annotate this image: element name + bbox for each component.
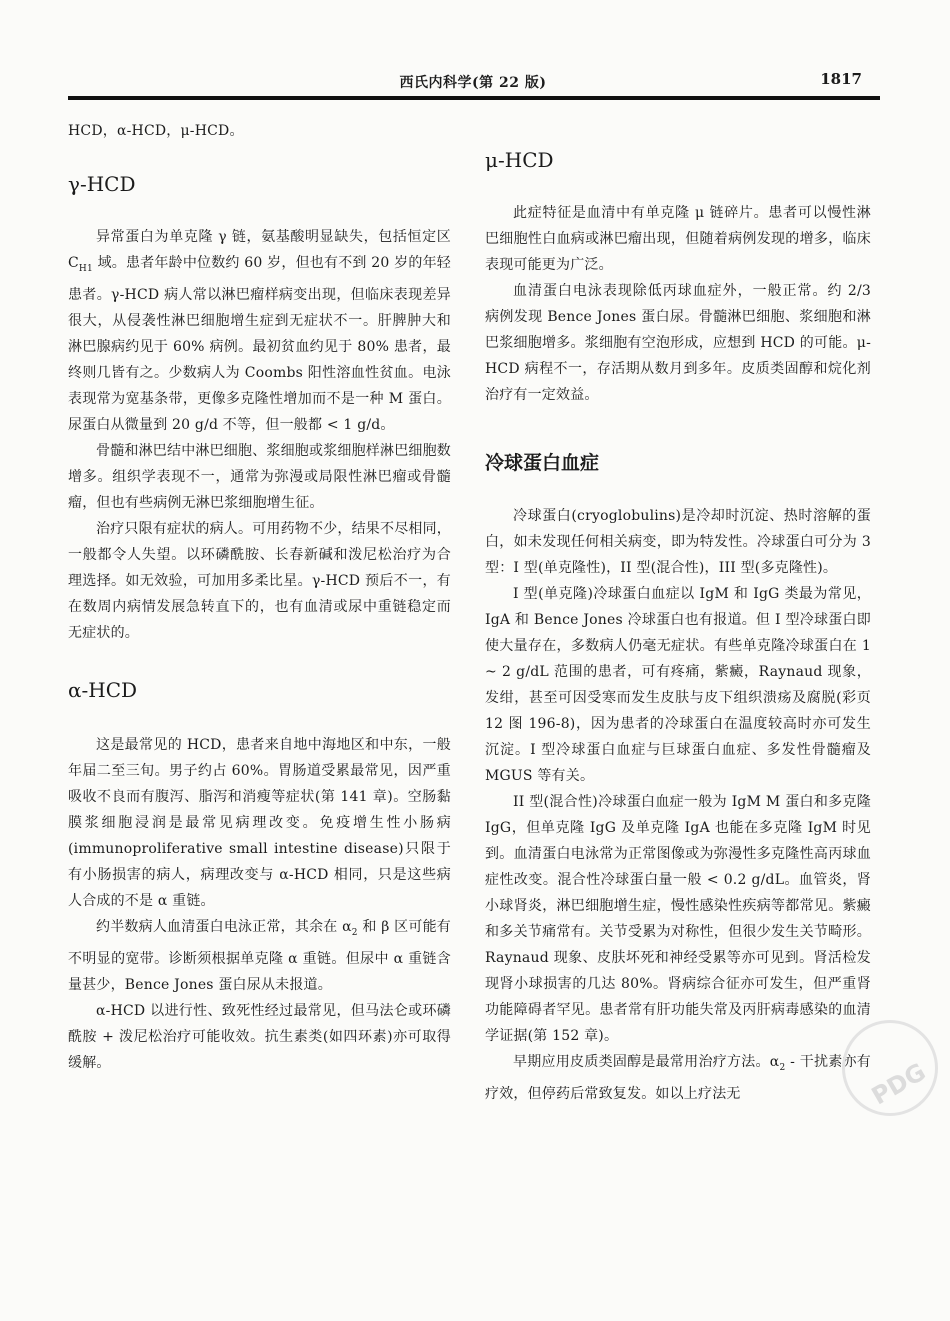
cryo-paragraph-1: 冷球蛋白(cryoglobulins)是冷却时沉淀、热时溶解的蛋白，如未发现任何相关病变，即为特发性。冷球蛋白可分为 3 型：I 型(单克隆性)，II 型(混合性)，III 型(多克隆性)。	[485, 508, 871, 576]
watermark	[832, 1010, 942, 1120]
header-rule	[68, 96, 880, 100]
subscript-h1: H1	[78, 263, 93, 274]
continuation-text: HCD，α-HCD，μ-HCD。	[68, 123, 244, 139]
running-header	[68, 72, 878, 94]
subscript-alpha-2: 2	[779, 1062, 786, 1073]
cryo-paragraph-2: I 型(单克隆)冷球蛋白血症以 IgM 和 IgG 类最为常见，IgA 和 Bence Jones 冷球蛋白也有报道。但 I 型冷球蛋白即使大量存在，多数病人仍毫无症状。有些单克隆冷球蛋白在 1 ~ 2 g/dL 范围的患者，可有疼痛，紫癜，Raynaud 现象，发绀，甚至可因受寒而发生皮肤与皮下组织溃疡及腐脱(彩页 12 图 196-8)，因为患者的冷球蛋白在温度较高时亦可发生沉淀。I 型冷球蛋白血症与巨球蛋白血症、多发性骨髓瘤及 MGUS 等有关。	[485, 586, 871, 784]
alpha-paragraph-3: α-HCD 以进行性、致死性经过最常见，但马法仑或环磷酰胺 + 泼尼松治疗可能收效。抗生素类(如四环素)亦可取得缓解。	[68, 1002, 451, 1071]
right-column	[485, 150, 871, 1107]
mu-paragraph-2: 血清蛋白电泳表现除低丙球血症外，一般正常。约 2/3 病例发现 Bence Jones 蛋白尿。骨髓淋巴细胞、浆细胞和淋巴浆细胞增多。浆细胞有空泡形成，应想到 HCD 的可能。μ-HCD 病程不一，存活期从数月到多年。皮质类固醇和烷化剂治疗有一定效益。	[485, 283, 871, 403]
section-heading-alpha-hcd: α-HCD	[68, 677, 138, 702]
left-column	[68, 118, 451, 1076]
cryo-paragraph-4: 早期应用皮质类固醇是最常用治疗方法。$\alpha_2$ - 干扰素亦有疗效，但停药后常致复发。如以上疗法无	[485, 1054, 871, 1102]
gamma-paragraph-2: 骨髓和淋巴结中淋巴细胞、浆细胞或浆细胞样淋巴细胞数增多。组织学表现不一，通常为弥漫或局限性淋巴瘤或骨髓瘤，但也有些病例无淋巴浆细胞增生征。	[68, 442, 451, 511]
alpha-paragraph-2: 约半数病人血清蛋白电泳正常，其余在 $\alpha_2$ 和 β 区可能有不明显的宽带。诊断须根据单克隆 α 重链。但尿中 α 重链含量甚少，Bence Jones 蛋白尿从未报道。	[68, 918, 451, 993]
book-title: 西氏内科学(第 22 版)	[399, 75, 547, 91]
page-number: 1817	[820, 70, 862, 88]
watermark-text: PDG	[866, 1057, 931, 1111]
alpha-paragraph-1: 这是最常见的 HCD，患者来自地中海地区和中东，一般年届二至三旬。男子约占 60%。胃肠道受累最常见，因严重吸收不良而有腹泻、脂泻和消瘦等症状(第 141 章)。空肠黏膜浆细胞浸润是最常见病理改变。免疫增生性小肠病(immunoproliferative small intestine disease)只限于有小肠损害的病人，病理改变与 α-HCD 相同，只是这些病人合成的不是 α 重链。	[68, 736, 451, 909]
subscript-2: 2	[351, 927, 358, 938]
gamma-paragraph-1: 异常蛋白为单克隆 γ 链，氨基酸明显缺失，包括恒定区 $C_{H1}$ 域。患者年龄中位数约 60 岁，但也有不到 20 岁的年轻患者。γ-HCD 病人常以淋巴瘤样病变出现，但临床表现差异很大，从侵袭性淋巴细胞增生症到无症状不一。肝脾肿大和淋巴腺病约见于 60% 病例。最初贫血约见于 80% 患者，最终则几皆有之。少数病人为 Coombs 阳性溶血性贫血。电泳表现常为宽基条带，更像多克隆性增加而不是一种 M 蛋白。尿蛋白从微量到 20 g/d 不等，但一般都 < 1 g/d。	[68, 229, 451, 433]
cryo-paragraph-3: II 型(混合性)冷球蛋白血症一般为 IgM M 蛋白和多克隆 IgG，但单克隆 IgG 及单克隆 IgA 也能在多克隆 IgM 时见到。血清蛋白电泳常为正常图像或为弥漫性多克隆性高丙球血症性改变。混合性冷球蛋白量一般 < 0.2 g/dL。血管炎，肾小球肾炎，淋巴细胞增生症，慢性感染性疾病等都常见。紫癜和多关节痛常有。关节受累为对称性，但很少发生关节畸形。Raynaud 现象、皮肤坏死和神经受累等亦可见到。肾活检发现肾小球损害的几达 80%。肾病综合征亦可发生，但严重肾功能障碍者罕见。患者常有肝功能失常及丙肝病毒感染的血清学证据(第 152 章)。	[485, 794, 871, 1044]
section-heading-cryoglobulinemia: 冷球蛋白血症	[485, 452, 600, 474]
section-heading-mu-hcd: μ-HCD	[485, 148, 554, 172]
gamma-paragraph-3: 治疗只限有症状的病人。可用药物不少，结果不尽相同，一般都令人失望。以环磷酰胺、长春新碱和泼尼松治疗为合理选择。如无效验，可加用多柔比星。γ-HCD 预后不一，有在数周内病情发展急转直下的，也有血清或尿中重链稳定而无症状的。	[68, 520, 451, 641]
mu-paragraph-1: 此症特征是血清中有单克隆 μ 链碎片。患者可以慢性淋巴细胞性白血病或淋巴瘤出现，但随着病例发现的增多，临床表现可能更为广泛。	[485, 205, 871, 273]
section-heading-gamma-hcd: γ-HCD	[68, 172, 136, 196]
